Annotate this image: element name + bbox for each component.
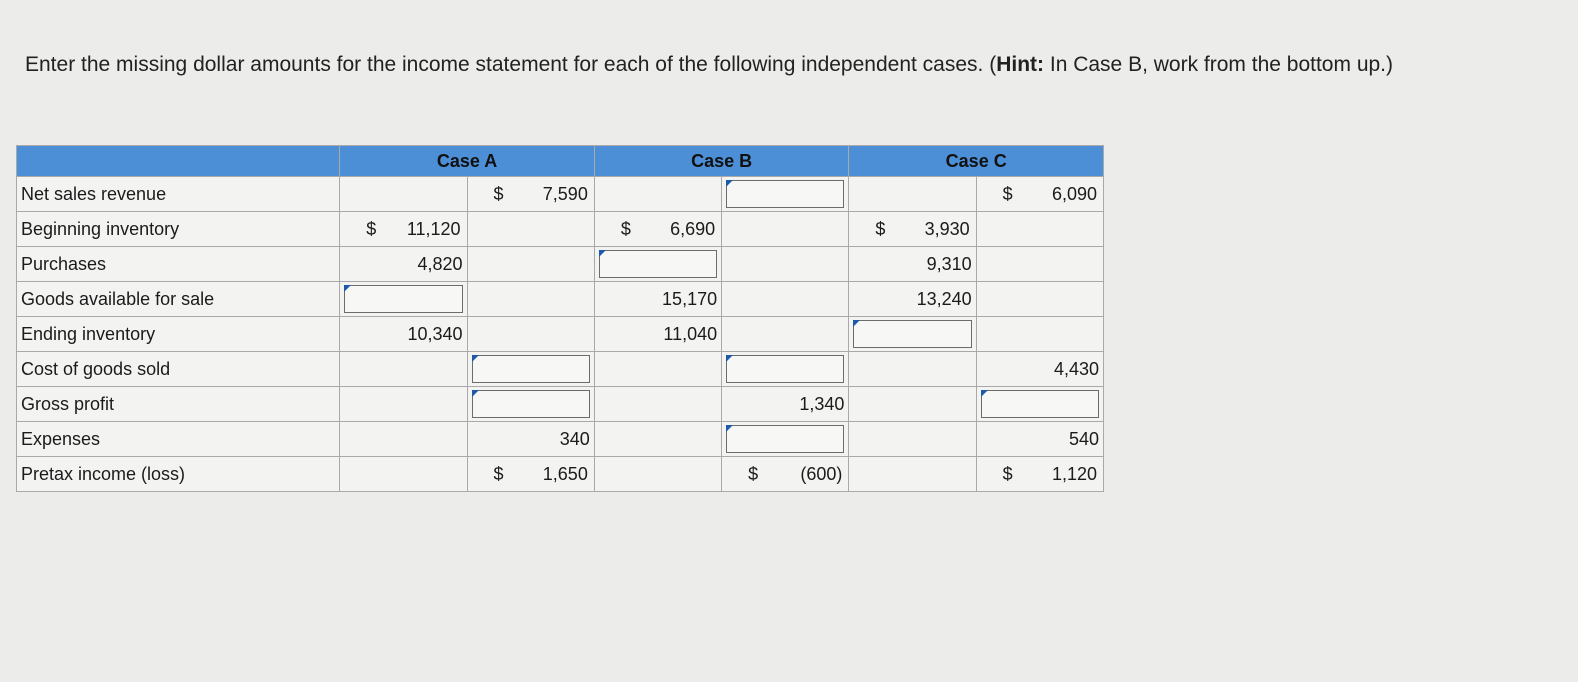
- case-b-net-sales-input[interactable]: [726, 180, 844, 208]
- row-purchases: [17, 247, 1104, 282]
- cell-empty: [722, 317, 849, 352]
- cell-empty: [849, 387, 976, 422]
- case-a-header: Case A: [340, 146, 595, 177]
- value: 6,090: [1051, 183, 1097, 204]
- cell-empty: [976, 247, 1103, 282]
- case-b-goods-available-value: 15,170: [594, 282, 721, 317]
- case-c-goods-available-value: 13,240: [849, 282, 976, 317]
- case-b-gross-profit-value: 1,340: [722, 387, 849, 422]
- cell-empty: [976, 282, 1103, 317]
- row-cost-of-goods-sold: [17, 352, 1104, 387]
- currency-symbol: $: [875, 218, 886, 239]
- row-pretax-income: [17, 457, 1104, 492]
- case-a-beginning-inventory-value: [340, 212, 467, 247]
- cell-empty: [976, 317, 1103, 352]
- row-gross-profit: [17, 387, 1104, 422]
- case-a-net-sales-value: [467, 177, 594, 212]
- case-c-purchases-value: 9,310: [849, 247, 976, 282]
- row-label: Expenses: [17, 422, 340, 457]
- cell-empty: [594, 177, 721, 212]
- cell-empty: [340, 457, 467, 492]
- currency-symbol: $: [366, 218, 377, 239]
- value: 1,650: [542, 463, 588, 484]
- case-c-ending-inventory-cell: [849, 317, 976, 352]
- cell-empty: [849, 457, 976, 492]
- row-label: Pretax income (loss): [17, 457, 340, 492]
- case-b-beginning-inventory-value: [594, 212, 721, 247]
- currency-symbol: $: [620, 218, 631, 239]
- case-b-ending-inventory-value: 11,040: [594, 317, 721, 352]
- case-c-net-sales-value: [976, 177, 1103, 212]
- cell-empty: [849, 422, 976, 457]
- instructions-lead: Enter the missing dollar amounts for the income statement for each of the following independent cases. (: [25, 53, 997, 76]
- cell-empty: [849, 177, 976, 212]
- case-c-gross-profit-input[interactable]: [981, 390, 1099, 418]
- cell-empty: [722, 247, 849, 282]
- value: 7,590: [542, 183, 588, 204]
- row-label: Net sales revenue: [17, 177, 340, 212]
- header-blank: [17, 146, 340, 177]
- case-c-expenses-value: 540: [976, 422, 1103, 457]
- cell-empty: [467, 212, 594, 247]
- case-b-purchases-cell: [594, 247, 721, 282]
- income-statement-table: [16, 145, 1104, 492]
- row-beginning-inventory: [17, 212, 1104, 247]
- value: 11,120: [406, 218, 461, 239]
- value: 6,690: [670, 218, 716, 239]
- case-a-cogs-input[interactable]: [472, 355, 590, 383]
- row-expenses: [17, 422, 1104, 457]
- case-a-cogs-cell: [467, 352, 594, 387]
- row-label: Purchases: [17, 247, 340, 282]
- case-b-pretax-income-value: [722, 457, 849, 492]
- case-b-header: Case B: [594, 146, 849, 177]
- case-b-expenses-input[interactable]: [726, 425, 844, 453]
- row-label: Cost of goods sold: [17, 352, 340, 387]
- case-b-net-sales-cell: [722, 177, 849, 212]
- cell-empty: [722, 282, 849, 317]
- cell-empty: [467, 282, 594, 317]
- currency-symbol: $: [748, 463, 759, 484]
- value: 3,930: [924, 218, 970, 239]
- case-a-purchases-value: 4,820: [340, 247, 467, 282]
- instructions-hint: In Case B, work from the bottom up.): [1044, 53, 1394, 76]
- cell-empty: [340, 422, 467, 457]
- cell-empty: [594, 422, 721, 457]
- case-b-cogs-cell: [722, 352, 849, 387]
- row-label: Goods available for sale: [17, 282, 340, 317]
- row-net-sales-revenue: [17, 177, 1104, 212]
- case-a-gross-profit-input[interactable]: [472, 390, 590, 418]
- hint-label: Hint:: [996, 53, 1045, 76]
- case-a-pretax-income-value: [467, 457, 594, 492]
- value: 1,120: [1051, 463, 1097, 484]
- row-label: Ending inventory: [17, 317, 340, 352]
- value: (600): [800, 463, 843, 484]
- row-goods-available-for-sale: [17, 282, 1104, 317]
- case-b-cogs-input[interactable]: [726, 355, 844, 383]
- cell-empty: [594, 387, 721, 422]
- case-c-cogs-value: 4,430: [976, 352, 1103, 387]
- cell-empty: [976, 212, 1103, 247]
- currency-symbol: $: [1002, 183, 1013, 204]
- case-a-gross-profit-cell: [467, 387, 594, 422]
- case-c-ending-inventory-input[interactable]: [853, 320, 971, 348]
- case-c-gross-profit-cell: [976, 387, 1103, 422]
- case-a-goods-available-input[interactable]: [344, 285, 462, 313]
- case-a-ending-inventory-value: 10,340: [340, 317, 467, 352]
- row-label: Gross profit: [17, 387, 340, 422]
- case-a-goods-available-cell: [340, 282, 467, 317]
- cell-empty: [467, 317, 594, 352]
- case-b-purchases-input[interactable]: [599, 250, 717, 278]
- cell-empty: [340, 177, 467, 212]
- case-c-beginning-inventory-value: [849, 212, 976, 247]
- cell-empty: [722, 212, 849, 247]
- cell-empty: [849, 352, 976, 387]
- case-b-expenses-cell: [722, 422, 849, 457]
- currency-symbol: $: [493, 183, 504, 204]
- cell-empty: [340, 387, 467, 422]
- cell-empty: [594, 352, 721, 387]
- cell-empty: [340, 352, 467, 387]
- header-row: [17, 146, 1104, 177]
- cell-empty: [594, 457, 721, 492]
- cell-empty: [467, 247, 594, 282]
- currency-symbol: $: [1002, 463, 1013, 484]
- case-a-expenses-value: 340: [467, 422, 594, 457]
- row-ending-inventory: [17, 317, 1104, 352]
- case-c-pretax-income-value: [976, 457, 1103, 492]
- row-label: Beginning inventory: [17, 212, 340, 247]
- currency-symbol: $: [493, 463, 504, 484]
- instructions-text: [25, 52, 1505, 78]
- case-c-header: Case C: [849, 146, 1104, 177]
